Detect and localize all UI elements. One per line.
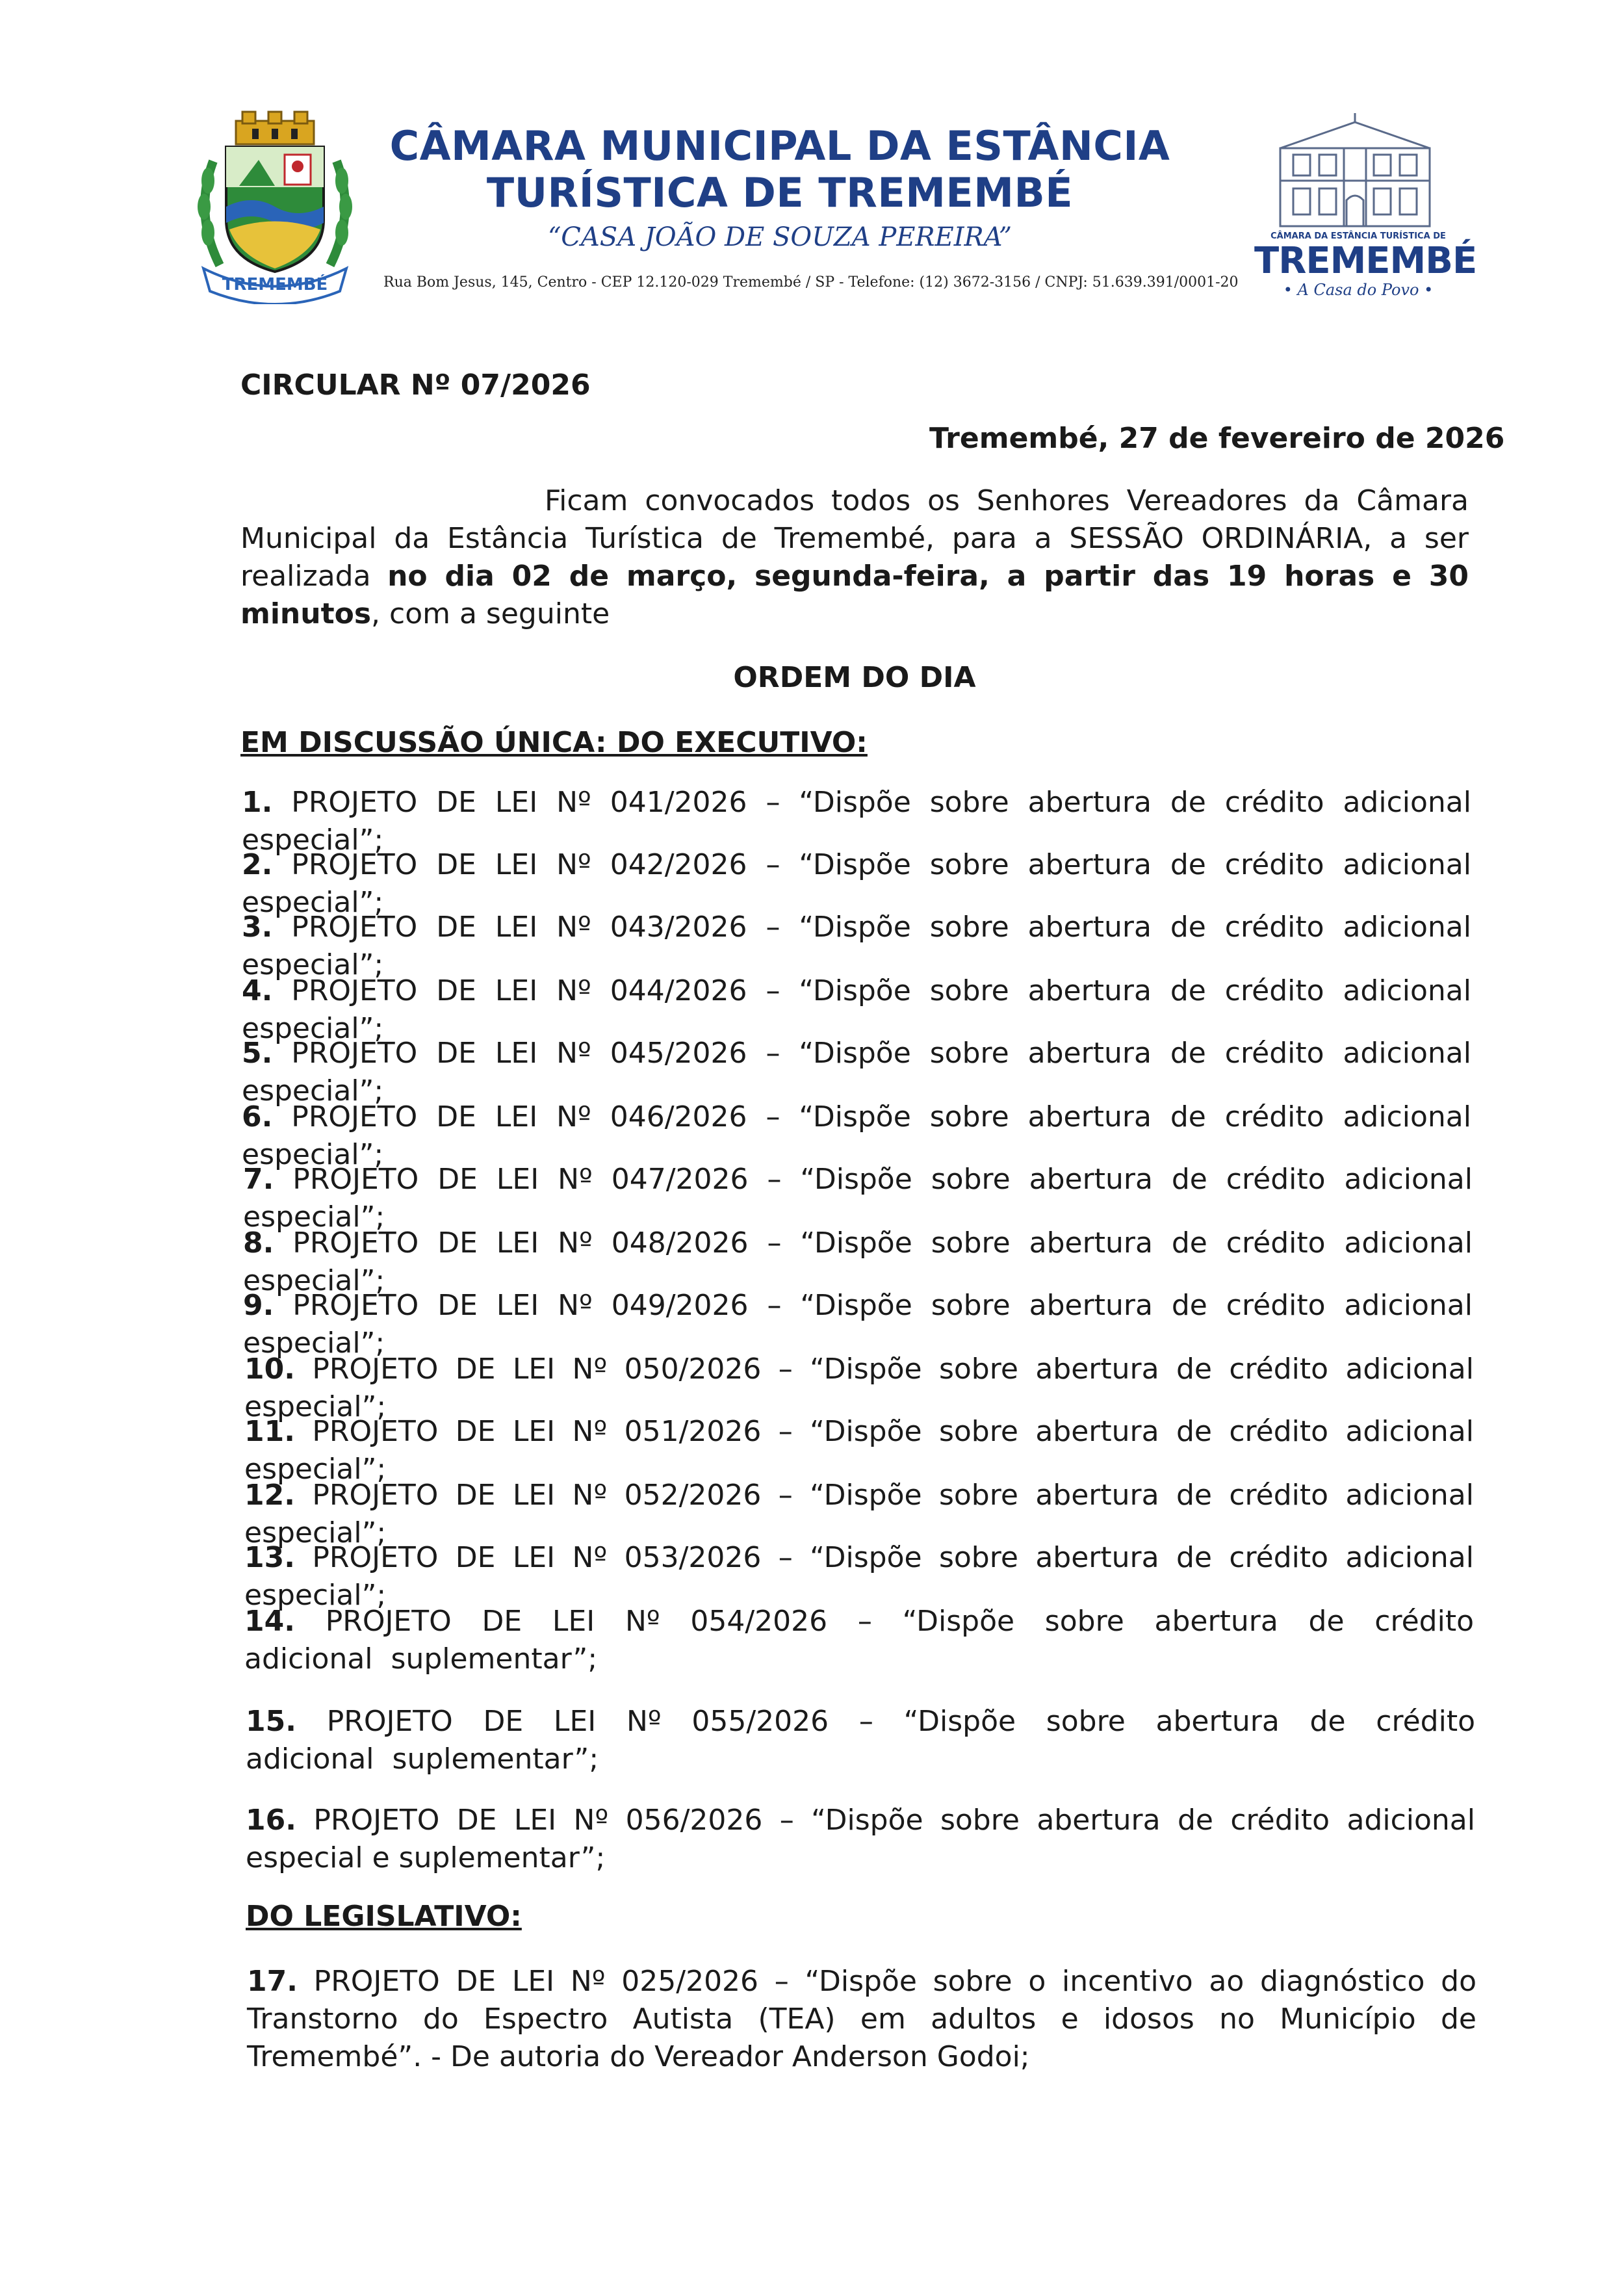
logo-caption: CÂMARA DA ESTÂNCIA TURÍSTICA DE [1270, 231, 1446, 241]
header-motto: “CASA JOÃO DE SOUZA PEREIRA” [547, 222, 1012, 252]
logo-name: TREMEMBÉ [1254, 240, 1477, 282]
list-item [247, 1963, 1476, 2076]
item-number: 3. [242, 911, 273, 944]
item-text: PROJETO DE LEI Nº 055/2026 – “Dispõe sobre abertura de crédito adicional suplementar”; [246, 1705, 1475, 1776]
item-text: PROJETO DE LEI Nº 044/2026 – “Dispõe sobre abertura de crédito adicional especial”; [242, 974, 1471, 1045]
item-number: 10. [244, 1353, 295, 1386]
item-text: PROJETO DE LEI Nº 046/2026 – “Dispõe sobre abertura de crédito adicional especial”; [242, 1100, 1471, 1171]
list-item [244, 1603, 1474, 1678]
item-text: PROJETO DE LEI Nº 042/2026 – “Dispõe sobre abertura de crédito adicional especial”; [242, 848, 1471, 919]
intro-text-part1: Ficam convocados todos os Senhores Vereadores da Câmara Municipal da Estância Turística de Tremembé, para a SESSÃO ORDINÁRIA, a ser realizada [240, 484, 1469, 593]
item-number: 8. [243, 1226, 274, 1260]
document-date: Tremembé, 27 de fevereiro de 2026 [929, 422, 1505, 455]
item-text: PROJETO DE LEI Nº 056/2026 – “Dispõe sobre abertura de crédito adicional especial e suplementar”; [246, 1804, 1475, 1874]
item-number: 4. [242, 974, 273, 1007]
item-number: 13. [244, 1541, 295, 1574]
convocation-paragraph [240, 482, 1469, 633]
item-number: 17. [247, 1965, 298, 1998]
chamber-building-logo-icon [1267, 109, 1443, 229]
section-legislative-heading: DO LEGISLATIVO: [246, 1900, 522, 1933]
item-number: 9. [243, 1289, 274, 1322]
item-text: PROJETO DE LEI Nº 053/2026 – “Dispõe sobre abertura de crédito adicional especial”; [244, 1541, 1474, 1612]
circular-number: CIRCULAR Nº 07/2026 [240, 369, 591, 402]
item-number: 7. [243, 1163, 274, 1196]
item-text: PROJETO DE LEI Nº 045/2026 – “Dispõe sobre abertura de crédito adicional especial”; [242, 1037, 1471, 1108]
item-text: PROJETO DE LEI Nº 054/2026 – “Dispõe sobre abertura de crédito adicional suplementar”; [244, 1605, 1474, 1676]
item-text: PROJETO DE LEI Nº 048/2026 – “Dispõe sobre abertura de crédito adicional especial”; [243, 1226, 1473, 1297]
list-item [246, 1703, 1475, 1778]
item-text: PROJETO DE LEI Nº 050/2026 – “Dispõe sobre abertura de crédito adicional especial”; [244, 1353, 1474, 1423]
item-text: PROJETO DE LEI Nº 041/2026 – “Dispõe sobre abertura de crédito adicional especial”; [242, 786, 1471, 857]
agenda-title: ORDEM DO DIA [733, 661, 976, 694]
header-title-line2: TURÍSTICA DE TREMEMBÉ [486, 169, 1074, 216]
item-number: 1. [242, 786, 273, 819]
item-number: 2. [242, 848, 273, 881]
header-title-line1: CÂMARA MUNICIPAL DA ESTÂNCIA [389, 122, 1170, 170]
logo-tagline: • A Casa do Povo • [1283, 281, 1434, 299]
item-number: 6. [242, 1100, 273, 1134]
intro-text-part2: , com a seguinte [371, 597, 610, 630]
section-executive-heading: EM DISCUSSÃO ÚNICA: DO EXECUTIVO: [240, 726, 868, 759]
item-number: 11. [244, 1415, 295, 1448]
intro-session-datetime: no dia 02 de março, segunda-feira, a partir das 19 horas e 30 minutos [240, 560, 1469, 630]
item-number: 15. [246, 1705, 296, 1738]
header-address: Rua Bom Jesus, 145, Centro - CEP 12.120-029 Tremembé / SP - Telefone: (12) 3672-3156 / CNPJ: 51.639.391/0001-20 [383, 274, 1239, 291]
item-number: 14. [244, 1605, 295, 1638]
item-number: 5. [242, 1037, 273, 1070]
item-number: 16. [246, 1804, 296, 1837]
item-text: PROJETO DE LEI Nº 052/2026 – “Dispõe sobre abertura de crédito adicional especial”; [244, 1479, 1474, 1549]
municipal-coat-of-arms [194, 109, 356, 304]
item-text: PROJETO DE LEI Nº 051/2026 – “Dispõe sobre abertura de crédito adicional especial”; [244, 1415, 1474, 1486]
item-text: PROJETO DE LEI Nº 047/2026 – “Dispõe sobre abertura de crédito adicional especial”; [243, 1163, 1473, 1234]
item-text: PROJETO DE LEI Nº 049/2026 – “Dispõe sobre abertura de crédito adicional especial”; [243, 1289, 1473, 1360]
crest-ribbon-text: TREMEMBÉ [222, 275, 328, 294]
item-number: 12. [244, 1479, 295, 1512]
item-text: PROJETO DE LEI Nº 043/2026 – “Dispõe sobre abertura de crédito adicional especial”; [242, 911, 1471, 981]
item-text: PROJETO DE LEI Nº 025/2026 – “Dispõe sobre o incentivo ao diagnóstico do Transtorno do Espectro Autista (TEA) em adultos e idosos no Município de Tremembé”. - De autoria do Vereador Anderson Godoi; [247, 1965, 1476, 2073]
list-item [246, 1802, 1475, 1877]
